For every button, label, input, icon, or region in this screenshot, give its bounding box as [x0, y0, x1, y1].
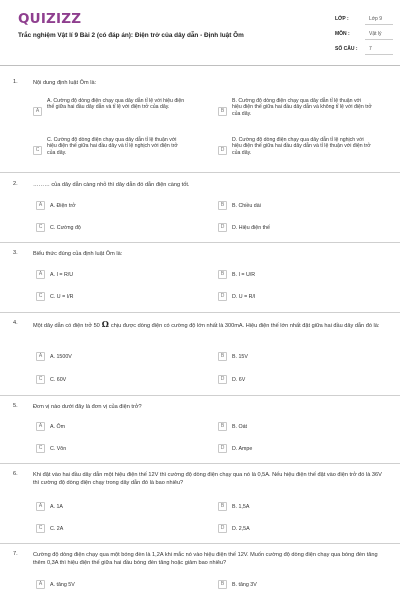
- question-text: Nội dung định luật Ôm là:: [33, 80, 97, 86]
- question-text-after: chịu được dòng điện có cường độ lớn nhất là 300mA. Hiệu điện thế lớn nhất đặt giữa hai đầu dây dẫn đó là:: [110, 323, 380, 329]
- meta-class-value: Lớp 9: [369, 16, 383, 22]
- formula-text: D. U = R/I: [232, 293, 256, 300]
- option-letter-box: A: [36, 580, 45, 589]
- option-letter-box: D: [218, 146, 227, 155]
- option-text: B. tăng 3V: [232, 581, 257, 588]
- meta-class-key: LỚP :: [335, 16, 349, 22]
- question-divider: [0, 312, 400, 313]
- option-text: B. 15V: [232, 353, 248, 360]
- worksheet-title: Trắc nghiệm Vật lí 9 Bài 2 (có đáp án): Điện trở của dây dẫn - Định luật Ôm: [18, 32, 244, 39]
- question-number: 5.: [13, 403, 18, 409]
- meta-subject-value: Vật lý: [369, 31, 382, 37]
- option-letter-box: B: [218, 580, 227, 589]
- option-letter-box: A: [36, 352, 45, 361]
- option-letter-box: A: [36, 270, 45, 279]
- option-text: B. Oát: [232, 423, 248, 430]
- question-text: Biểu thức đúng của định luật Ôm là:: [33, 251, 123, 257]
- formula-text: C. U = I/R: [50, 293, 74, 300]
- option-letter-box: A: [36, 201, 45, 210]
- option-letter-box: B: [218, 502, 227, 511]
- option-letter-box: A: [36, 422, 45, 431]
- question-divider: [0, 242, 400, 243]
- option-text: D. Hiệu điện thế: [232, 224, 270, 231]
- question-number: 7.: [13, 551, 18, 557]
- ohm-symbol: Ω: [101, 319, 109, 329]
- question-number: 2.: [13, 181, 18, 187]
- question-divider: [0, 463, 400, 464]
- question-text: [33, 320, 388, 330]
- meta-count-key: SỐ CÂU :: [335, 46, 358, 52]
- option-text: C. 2A: [50, 525, 64, 532]
- option-text: D. 6V: [232, 376, 246, 383]
- meta-underline: [365, 39, 393, 40]
- question-text: ……… của dây dẫn càng nhỏ thì dây dẫn đó dẫn điện càng tốt.: [33, 182, 190, 188]
- option-letter-box: C: [36, 292, 45, 301]
- formula-text: A. I = R/U: [50, 271, 74, 278]
- question-number: 4.: [13, 320, 18, 326]
- option-letter-box: C: [36, 524, 45, 533]
- option-text: D. 2,5A: [232, 525, 250, 532]
- worksheet-header: [0, 0, 400, 66]
- option-text: A. Ôm: [50, 423, 66, 430]
- option-letter-box: C: [33, 146, 42, 155]
- option-text: C. Cường độ: [50, 224, 81, 231]
- option-letter-box: C: [36, 444, 45, 453]
- option-text: B. Chiều dài: [232, 202, 261, 209]
- question-text: Khi đặt vào hai đầu dây dẫn một hiệu điện thế 12V thì cường độ dòng điện chạy qua nó là 0,5A. Nếu hiệu điện thế đặt vào điện trở đó là 36V thì cường độ dòng điện chạy trong dây dẫn đó là bao nhiêu?: [33, 472, 382, 487]
- option-text: A. Cường độ dòng điện chạy qua dây dẫn tỉ lệ với hiệu điện thế giữa hai đầu dây dẫn và tỉ lệ với điện trở của dây.: [47, 98, 185, 111]
- question-text-before: Một dây dẫn có điện trở 50: [33, 323, 100, 329]
- option-letter-box: D: [218, 223, 227, 232]
- option-letter-box: B: [218, 270, 227, 279]
- option-text: B. 1,5A: [232, 503, 250, 510]
- option-text: A. Điện trở: [50, 202, 76, 209]
- quizizz-logo: QUIZIZZ: [18, 11, 82, 27]
- option-text: A. 1A: [50, 503, 63, 510]
- option-letter-box: C: [36, 223, 45, 232]
- option-text: B. Cường độ dòng điện chạy qua dây dẫn tỉ lệ thuận với hiệu điện thế giữa hai đầu dây dẫn và không tỉ lệ với điện trở của dây.: [232, 98, 372, 117]
- option-letter-box: D: [218, 375, 227, 384]
- option-text: D. Cường độ dòng điện chạy qua dây dẫn tỉ lệ nghịch với hiệu điện thế giữa hai đầu dây dẫn và tỉ lệ thuận với điện trở của dây.: [232, 137, 371, 156]
- question-text: Cường độ dòng điện chạy qua một bóng đèn là 1,2A khi mắc nó vào hiệu điện thế 12V. Muốn cường độ dòng điện chạy qua bóng đèn tăng thêm 0,3A thì hiệu điện thế giữa hai đầu bóng đèn tăng hoặc giảm bao nhiêu?: [33, 552, 378, 567]
- question-number: 3.: [13, 250, 18, 256]
- option-letter-box: D: [218, 292, 227, 301]
- option-text: C. 60V: [50, 376, 67, 383]
- meta-count-value: 7: [369, 46, 372, 52]
- option-letter-box: D: [218, 524, 227, 533]
- question-number: 1.: [13, 79, 18, 85]
- option-letter-box: D: [218, 444, 227, 453]
- question-divider: [0, 172, 400, 173]
- formula-text: B. I = U/R: [232, 271, 256, 278]
- question-divider: [0, 543, 400, 544]
- meta-underline: [365, 54, 393, 55]
- option-text: C. Vôn: [50, 445, 67, 452]
- option-text: D. Ampe: [232, 445, 253, 452]
- option-letter-box: B: [218, 422, 227, 431]
- option-text: A. 1500V: [50, 353, 72, 360]
- meta-underline: [365, 24, 393, 25]
- option-letter-box: B: [218, 107, 227, 116]
- question-divider: [0, 395, 400, 396]
- option-letter-box: A: [36, 502, 45, 511]
- option-text: A. tăng 5V: [50, 581, 75, 588]
- option-letter-box: C: [36, 375, 45, 384]
- option-letter-box: B: [218, 352, 227, 361]
- option-letter-box: B: [218, 201, 227, 210]
- meta-subject-key: MÔN :: [335, 31, 350, 37]
- question-text: Đơn vị nào dưới đây là đơn vị của điện trở?: [33, 404, 142, 410]
- question-number: 6.: [13, 471, 18, 477]
- option-text: C. Cường độ dòng điện chạy qua dây dẫn tỉ lệ thuận với hiệu điện thế giữa hai đầu dây và tỉ lệ nghịch với điện trở của dây.: [47, 137, 178, 156]
- option-letter-box: A: [33, 107, 42, 116]
